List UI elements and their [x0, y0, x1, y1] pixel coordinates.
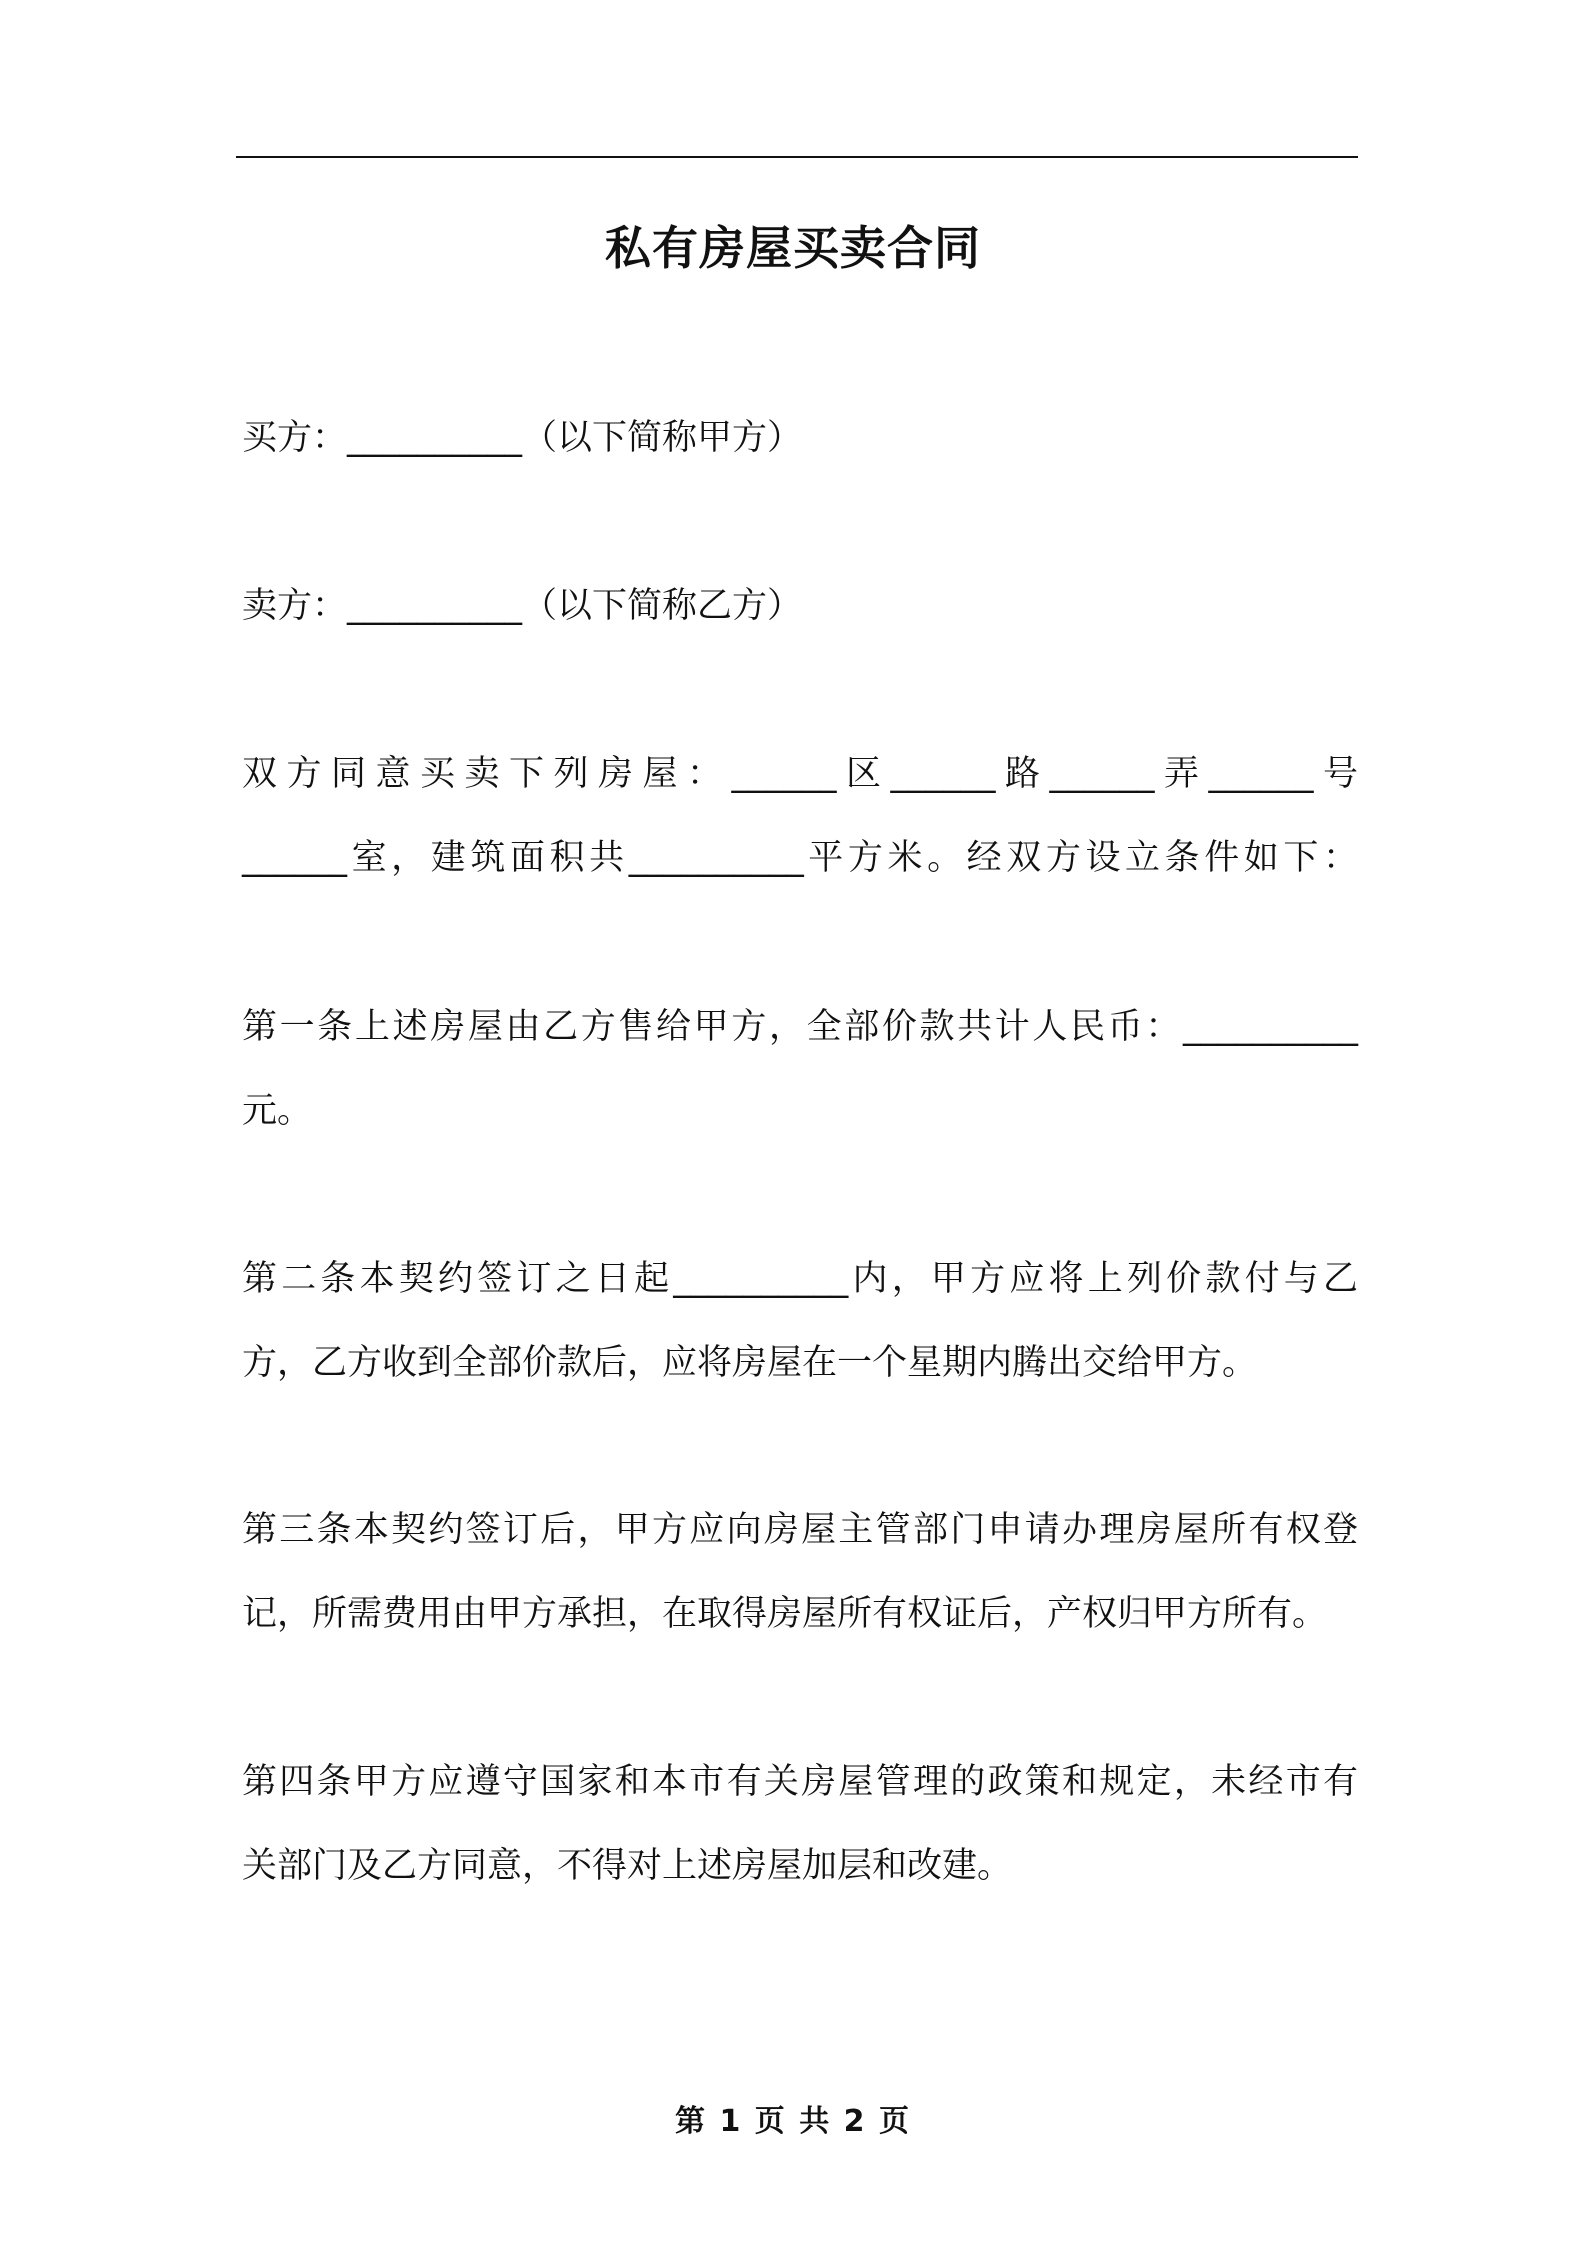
- property-intro-paragraph: [242, 732, 1358, 900]
- article-1-paragraph: [242, 985, 1358, 1153]
- article-1-line-1: 第一条上述房屋由乙方售给甲方，全部价款共计人民币：__________: [242, 1007, 1358, 1047]
- intro-line-2: ______室，建筑面积共__________平方米。经双方设立条件如下：: [242, 838, 1358, 878]
- seller-line: [242, 564, 1358, 648]
- article-2-paragraph: [242, 1237, 1358, 1405]
- article-4-line-2: 关部门及乙方同意，不得对上述房屋加层和改建。: [242, 1846, 1013, 1886]
- article-2-line-2: 方，乙方收到全部价款后，应将房屋在一个星期内腾出交给甲方。: [242, 1343, 1258, 1383]
- buyer-text: 买方：__________（以下简称甲方）: [242, 418, 803, 458]
- article-4-line-1: 第四条甲方应遵守国家和本市有关房屋管理的政策和规定，未经市有: [242, 1762, 1358, 1802]
- article-1-line-2: 元。: [242, 1091, 313, 1131]
- page-number-footer: 第 1 页 共 2 页: [675, 2104, 911, 2139]
- buyer-line: [242, 396, 1358, 480]
- article-3-line-1: 第三条本契约签订后，甲方应向房屋主管部门申请办理房屋所有权登: [242, 1510, 1358, 1550]
- seller-text: 卖方：__________（以下简称乙方）: [242, 586, 803, 626]
- header-divider: [236, 156, 1358, 158]
- intro-line-1: 双方同意买卖下列房屋：______区______路______弄______号: [242, 754, 1358, 794]
- article-2-line-1: 第二条本契约签订之日起__________内，甲方应将上列价款付与乙: [242, 1259, 1358, 1299]
- document-title: 私有房屋买卖合同: [605, 221, 981, 275]
- article-3-paragraph: [242, 1488, 1358, 1656]
- article-4-paragraph: [242, 1740, 1358, 1908]
- article-3-line-2: 记，所需费用由甲方承担，在取得房屋所有权证后，产权归甲方所有。: [242, 1594, 1328, 1634]
